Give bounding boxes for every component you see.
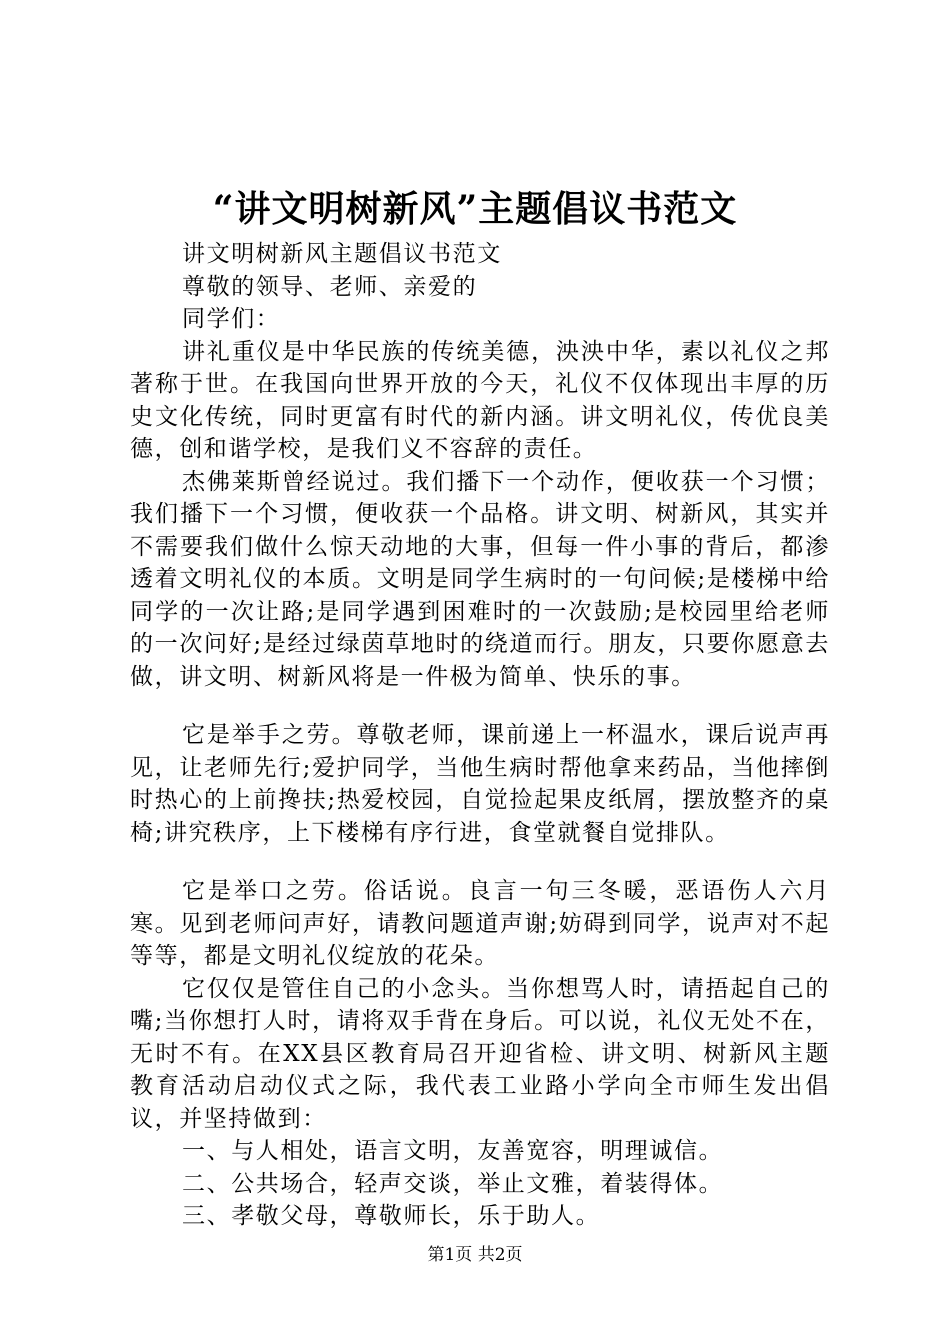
paragraph-intro: 讲礼重仪是中华民族的传统美德，泱泱中华，素以礼仪之邦著称于世。在我国向世界开放的今天，礼仪不仅体现出丰厚的历史文化传统，同时更富有时代的新内涵。讲文明礼仪，传优良美德，创和谐学校，是我们义不容辞的责任。	[130, 338, 830, 462]
paragraph-proposal: 它仅仅是管住自己的小念头。当你想骂人时，请捂起自己的嘴;当你想打人时，请将双手背在身后。可以说，礼仪无处不在，无时不有。在XX县区教育局召开迎省检、讲文明、树新风主题教育活动启动仪式之际，我代表工业路小学向全市师生发出倡议，并坚持做到：	[130, 975, 830, 1132]
doc-subtitle: 讲文明树新风主题倡议书范文	[182, 241, 502, 267]
paragraph-words: 它是举口之劳。俗话说。良言一句三冬暖，恶语伤人六月寒。见到老师问声好，请教问题道声谢;妨碍到同学，说声对不起等等，都是文明礼仪绽放的花朵。	[130, 878, 830, 969]
list-item-1: 一、与人相处，语言文明，友善宽容，明理诚信。	[182, 1138, 724, 1164]
paragraph-hands: 它是举手之劳。尊敬老师，课前递上一杯温水，课后说声再见，让老师先行;爱护同学，当他生病时帮他拿来药品，当他摔倒时热心的上前搀扶;热爱校园，自觉捡起果皮纸屑，摆放整齐的桌椅;讲究秩序，上下楼梯有序行进，食堂就餐自觉排队。	[130, 722, 830, 846]
paragraph-gap	[130, 849, 830, 875]
document-title: “讲文明树新风”主题倡议书范文	[212, 188, 738, 230]
list-item-3: 三、孝敬父母，尊敬师长，乐于助人。	[182, 1203, 601, 1229]
salutation-line-1: 尊敬的领导、老师、亲爱的	[182, 273, 478, 300]
document-body	[130, 238, 830, 1233]
salutation-line-2: 同学们：	[182, 306, 281, 332]
page-indicator: 第1页 共2页	[427, 1245, 523, 1265]
list-item-2: 二、公共场合，轻声交谈，举止文雅，着装得体。	[182, 1170, 724, 1197]
paragraph-quote: 杰佛莱斯曾经说过。我们播下一个动作，便收获一个习惯；我们播下一个习惯，便收获一个品格。讲文明、树新风，其实并不需要我们做什么惊天动地的大事，但每一件小事的背后，都渗透着文明礼仪的本质。文明是同学生病时的一句问候;是楼梯中给同学的一次让路;是同学遇到困难时的一次鼓励;是校园里给老师的一次问好;是经过绿茵草地时的绕道而行。朋友，只要你愿意去做，讲文明、树新风将是一件极为简单、快乐的事。	[130, 468, 830, 690]
paragraph-gap	[130, 693, 830, 719]
